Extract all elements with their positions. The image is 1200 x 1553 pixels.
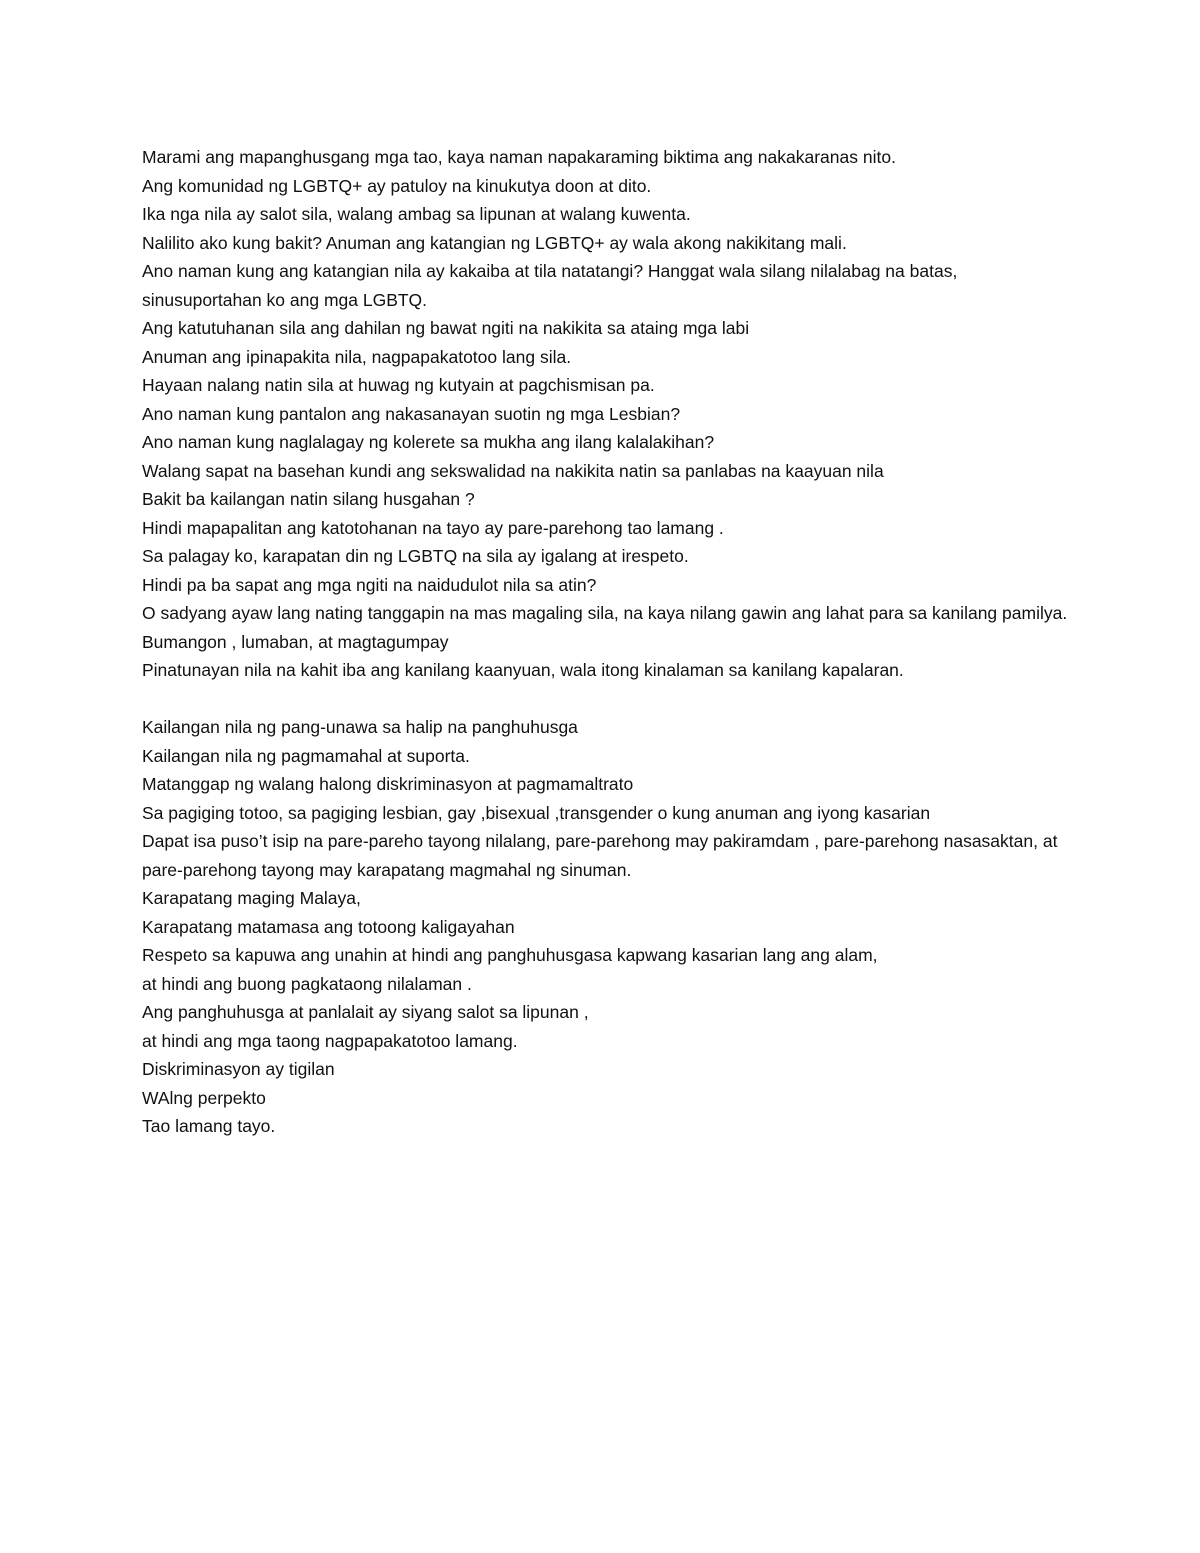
text-line: Hindi pa ba sapat ang mga ngiti na naidudulot nila sa atin? xyxy=(142,574,597,595)
text-line: Ano naman kung ang katangian nila ay kakaiba at tila natatangi? Hanggat wala silang nilalabag na batas, sinusuportahan ko ang mga LGBTQ. xyxy=(142,261,958,310)
text-line: Ano naman kung naglalagay ng kolerete sa mukha ang ilang kalalakihan? xyxy=(142,432,715,452)
text-line: Anuman ang ipinapakita nila, nagpapakatotoo lang sila. xyxy=(142,346,572,367)
stanza-2 xyxy=(142,713,1072,1141)
text-line: Dapat isa puso’t isip na pare-pareho tayong nilalang, pare-parehong may pakiramdam , pare-parehong nasasaktan, at pare-parehong tayong may karapatang magmahal ng sinuman. xyxy=(142,831,1058,880)
text-line: Kailangan nila ng pang-unawa sa halip na panghuhusga xyxy=(142,717,578,737)
text-line: Ang komunidad ng LGBTQ+ ay patuloy na kinukutya doon at dito. xyxy=(142,175,652,196)
text-line: Ano naman kung pantalon ang nakasanayan suotin ng mga Lesbian? xyxy=(142,403,681,424)
text-line: Bakit ba kailangan natin silang husgahan ? xyxy=(142,489,475,509)
text-line: Respeto sa kapuwa ang unahin at hindi ang panghuhusgasa kapwang kasarian lang ang alam, xyxy=(142,945,878,965)
text-line: Karapatang maging Malaya, xyxy=(142,888,361,908)
text-line: Sa pagiging totoo, sa pagiging lesbian, gay ,bisexual ,transgender o kung anuman ang iyong kasarian xyxy=(142,802,931,823)
text-line: O sadyang ayaw lang nating tanggapin na mas magaling sila, na kaya nilang gawin ang lahat para sa kanilang pamilya. xyxy=(142,603,1068,623)
text-line: Ang panghuhusga at panlalait ay siyang salot sa lipunan , xyxy=(142,1002,589,1022)
text-line: Tao lamang tayo. xyxy=(142,1116,276,1136)
stanza-1 xyxy=(142,143,1072,685)
text-line: Ika nga nila ay salot sila, walang ambag sa lipunan at walang kuwenta. xyxy=(142,204,691,224)
text-line: Walang sapat na basehan kundi ang sekswalidad na nakikita natin sa panlabas na kaayuan nila xyxy=(142,460,884,481)
text-line: Nalilito ako kung bakit? Anuman ang katangian ng LGBTQ+ ay wala akong nakikitang mali. xyxy=(142,232,847,253)
text-line: WAlng perpekto xyxy=(142,1087,266,1108)
text-line: Pinatunayan nila na kahit iba ang kanilang kaanyuan, wala itong kinalaman sa kanilang kapalaran. xyxy=(142,660,904,680)
text-line: Karapatang matamasa ang totoong kaligayahan xyxy=(142,916,515,937)
text-line: at hindi ang buong pagkataong nilalaman . xyxy=(142,973,472,994)
text-line: Diskriminasyon ay tigilan xyxy=(142,1059,335,1079)
text-line: Ang katutuhanan sila ang dahilan ng bawat ngiti na nakikita sa ataing mga labi xyxy=(142,318,750,338)
text-line: Hayaan nalang natin sila at huwag ng kutyain at pagchismisan pa. xyxy=(142,375,655,395)
text-line: Matanggap ng walang halong diskriminasyon at pagmamaltrato xyxy=(142,774,634,794)
text-line: Bumangon , lumaban, at magtagumpay xyxy=(142,631,449,652)
text-line: at hindi ang mga taong nagpapakatotoo lamang. xyxy=(142,1030,518,1051)
text-line: Hindi mapapalitan ang katotohanan na tayo ay pare-parehong tao lamang . xyxy=(142,517,724,538)
document-body xyxy=(142,143,1072,1141)
text-line: Kailangan nila ng pagmamahal at suporta. xyxy=(142,745,470,766)
text-line: Marami ang mapanghusgang mga tao, kaya naman napakaraming biktima ang nakakaranas nito. xyxy=(142,147,896,167)
text-line: Sa palagay ko, karapatan din ng LGBTQ na sila ay igalang at irespeto. xyxy=(142,546,689,566)
